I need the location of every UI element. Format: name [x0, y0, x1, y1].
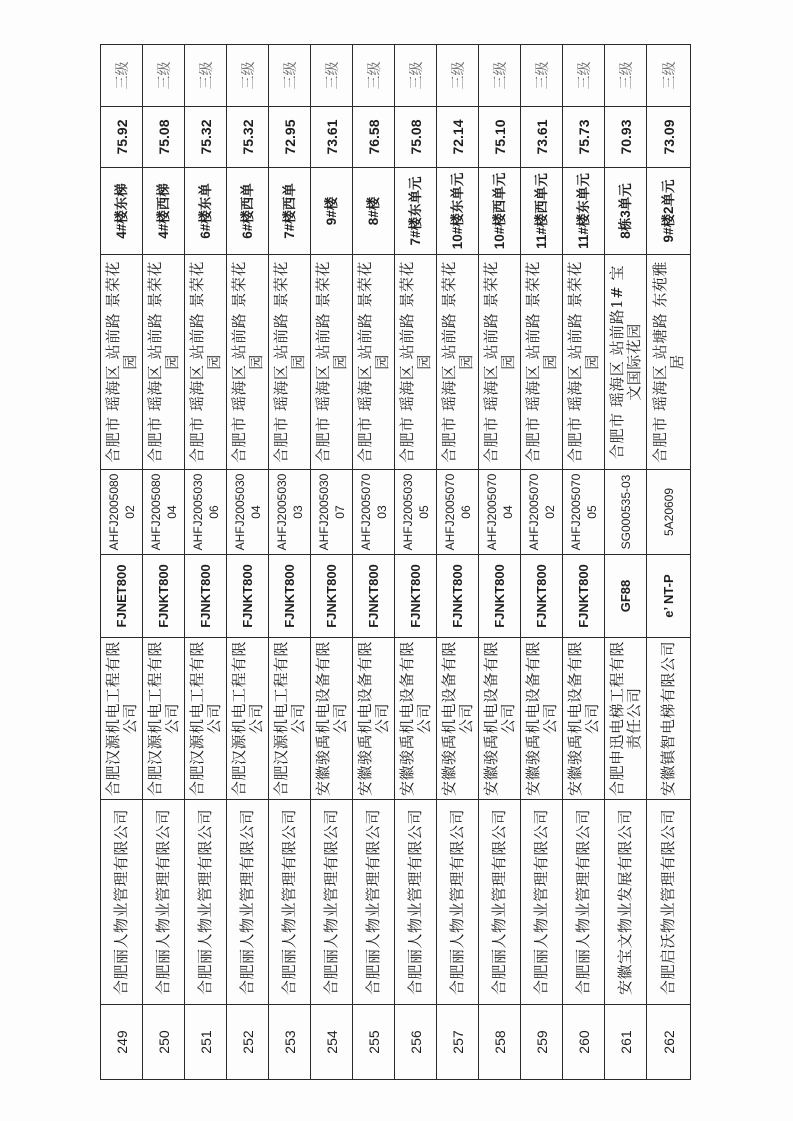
address: 合肥市 瑶海区 站前路 景荣花园: [269, 255, 311, 470]
score: 75.32: [185, 107, 227, 168]
equipment-code: AHFJ200508002: [101, 470, 143, 555]
score: 75.32: [227, 107, 269, 168]
maintenance-company: 合肥申迅电梯工程有限责任公司: [605, 638, 647, 800]
maintenance-company: 安徽骏禹机电设备有限公司: [395, 638, 437, 800]
address: 合肥市 瑶海区 站前路 景荣花园: [143, 255, 185, 470]
row-number: 257: [437, 1005, 479, 1080]
unit-location: 7#楼西单: [269, 168, 311, 255]
row-number: 261: [605, 1005, 647, 1080]
equipment-code: SG000535-03: [605, 470, 647, 555]
elevator-rating-table: [100, 44, 691, 1080]
score: 75.92: [101, 107, 143, 168]
table-row: [227, 45, 269, 1080]
property-company: 合肥丽人物业管理有限公司: [437, 800, 479, 1005]
property-company: 合肥丽人物业管理有限公司: [521, 800, 563, 1005]
elevator-model: FJNKT800: [227, 555, 269, 638]
unit-location: 8#楼: [353, 168, 395, 255]
elevator-model: GF88: [605, 555, 647, 638]
equipment-code: AHFJ200507004: [479, 470, 521, 555]
maintenance-company: 合肥汉源机电工程有限公司: [101, 638, 143, 800]
table-row: [647, 45, 691, 1080]
maintenance-company: 安徽骏禹机电设备有限公司: [479, 638, 521, 800]
unit-location: 4#楼东梯: [101, 168, 143, 255]
score: 75.08: [395, 107, 437, 168]
address: 合肥市 瑶海区 站前路1# 宝文国际花园: [605, 255, 647, 470]
address: 合肥市 瑶海区 站前路 景荣花园: [479, 255, 521, 470]
table-row: [185, 45, 227, 1080]
grade: 三级: [269, 45, 311, 107]
grade: 三级: [395, 45, 437, 107]
grade: 三级: [227, 45, 269, 107]
unit-location: 6#楼东单: [185, 168, 227, 255]
row-number: 251: [185, 1005, 227, 1080]
score: 75.08: [143, 107, 185, 168]
rotated-table-wrapper: [100, 45, 690, 1080]
property-company: 合肥丽人物业管理有限公司: [395, 800, 437, 1005]
property-company: 合肥丽人物业管理有限公司: [479, 800, 521, 1005]
score: 75.10: [479, 107, 521, 168]
elevator-model: FJNKT800: [311, 555, 353, 638]
row-number: 256: [395, 1005, 437, 1080]
grade: 三级: [353, 45, 395, 107]
equipment-code: AHFJ200503005: [395, 470, 437, 555]
row-number: 258: [479, 1005, 521, 1080]
grade: 三级: [647, 45, 691, 107]
elevator-model: FJNKT800: [353, 555, 395, 638]
maintenance-company: 合肥汉源机电工程有限公司: [185, 638, 227, 800]
elevator-model: FJNKT800: [269, 555, 311, 638]
row-number: 253: [269, 1005, 311, 1080]
property-company: 合肥丽人物业管理有限公司: [311, 800, 353, 1005]
elevator-model: FJNKT800: [563, 555, 605, 638]
score: 75.73: [563, 107, 605, 168]
unit-location: 6#楼西单: [227, 168, 269, 255]
row-number: 250: [143, 1005, 185, 1080]
equipment-code: 5A20609: [647, 470, 691, 555]
property-company: 合肥丽人物业管理有限公司: [269, 800, 311, 1005]
elevator-model: FJNKT800: [521, 555, 563, 638]
address: 合肥市 瑶海区 站前路 景荣花园: [521, 255, 563, 470]
table-row: [605, 45, 647, 1080]
row-number: 249: [101, 1005, 143, 1080]
table-row: [311, 45, 353, 1080]
elevator-model: FJNKT800: [143, 555, 185, 638]
score: 73.61: [311, 107, 353, 168]
unit-location: 11#楼东单元: [563, 168, 605, 255]
address: 合肥市 瑶海区 站前路 景荣花园: [395, 255, 437, 470]
property-company: 合肥丽人物业管理有限公司: [227, 800, 269, 1005]
address: 合肥市 瑶海区 站前路 景荣花园: [185, 255, 227, 470]
elevator-model: FJNKT800: [185, 555, 227, 638]
address: 合肥市 瑶海区 站前路 景荣花园: [311, 255, 353, 470]
row-number: 254: [311, 1005, 353, 1080]
grade: 三级: [185, 45, 227, 107]
property-company: 合肥丽人物业管理有限公司: [563, 800, 605, 1005]
table-row: [353, 45, 395, 1080]
maintenance-company: 安徽骏禹机电设备有限公司: [311, 638, 353, 800]
table-row: [521, 45, 563, 1080]
unit-location: 10#楼东单元: [437, 168, 479, 255]
grade: 三级: [521, 45, 563, 107]
maintenance-company: 安徽骏禹机电设备有限公司: [563, 638, 605, 800]
elevator-model: e’ NT-P: [647, 555, 691, 638]
property-company: 合肥丽人物业管理有限公司: [143, 800, 185, 1005]
unit-location: 11#楼西单元: [521, 168, 563, 255]
address: 合肥市 瑶海区 站塘路 东苑雅居: [647, 255, 691, 470]
equipment-code: AHFJ200507002: [521, 470, 563, 555]
unit-location: 10#楼西单元: [479, 168, 521, 255]
equipment-code: AHFJ200508004: [143, 470, 185, 555]
property-company: 合肥启沃物业管理有限公司: [647, 800, 691, 1005]
elevator-model: FJNET800: [101, 555, 143, 638]
equipment-code: AHFJ200503004: [227, 470, 269, 555]
table-row: [437, 45, 479, 1080]
elevator-model: FJNKT800: [437, 555, 479, 638]
address: 合肥市 瑶海区 站前路 景荣花园: [563, 255, 605, 470]
unit-location: 9#楼2单元: [647, 168, 691, 255]
grade: 三级: [437, 45, 479, 107]
maintenance-company: 安徽镇智电梯有限公司: [647, 638, 691, 800]
score: 70.93: [605, 107, 647, 168]
address: 合肥市 瑶海区 站前路 景荣花园: [101, 255, 143, 470]
property-company: 合肥丽人物业管理有限公司: [353, 800, 395, 1005]
table-row: [479, 45, 521, 1080]
maintenance-company: 合肥汉源机电工程有限公司: [227, 638, 269, 800]
equipment-code: AHFJ200507006: [437, 470, 479, 555]
grade: 三级: [479, 45, 521, 107]
address: 合肥市 瑶海区 站前路 景荣花园: [353, 255, 395, 470]
maintenance-company: 合肥汉源机电工程有限公司: [143, 638, 185, 800]
property-company: 安徽宝文物业发展有限公司: [605, 800, 647, 1005]
maintenance-company: 安徽骏禹机电设备有限公司: [521, 638, 563, 800]
grade: 三级: [563, 45, 605, 107]
unit-location: 4#楼西梯: [143, 168, 185, 255]
grade: 三级: [605, 45, 647, 107]
score: 72.95: [269, 107, 311, 168]
table-row: [269, 45, 311, 1080]
grade: 三级: [311, 45, 353, 107]
grade: 三级: [101, 45, 143, 107]
row-number: 252: [227, 1005, 269, 1080]
unit-location: 8栋3单元: [605, 168, 647, 255]
row-number: 260: [563, 1005, 605, 1080]
address: 合肥市 瑶海区 站前路 景荣花园: [227, 255, 269, 470]
equipment-code: AHFJ200507003: [353, 470, 395, 555]
equipment-code: AHFJ200507005: [563, 470, 605, 555]
unit-location: 7#楼东单元: [395, 168, 437, 255]
table-row: [395, 45, 437, 1080]
grade: 三级: [143, 45, 185, 107]
row-number: 259: [521, 1005, 563, 1080]
elevator-model: FJNKT800: [395, 555, 437, 638]
row-number: 262: [647, 1005, 691, 1080]
maintenance-company: 安徽骏禹机电设备有限公司: [437, 638, 479, 800]
score: 73.09: [647, 107, 691, 168]
score: 72.14: [437, 107, 479, 168]
equipment-code: AHFJ200503007: [311, 470, 353, 555]
equipment-code: AHFJ200503003: [269, 470, 311, 555]
table-row: [563, 45, 605, 1080]
maintenance-company: 安徽骏禹机电设备有限公司: [353, 638, 395, 800]
score: 76.58: [353, 107, 395, 168]
equipment-code: AHFJ200503006: [185, 470, 227, 555]
score: 73.61: [521, 107, 563, 168]
address: 合肥市 瑶海区 站前路 景荣花园: [437, 255, 479, 470]
row-number: 255: [353, 1005, 395, 1080]
maintenance-company: 合肥汉源机电工程有限公司: [269, 638, 311, 800]
property-company: 合肥丽人物业管理有限公司: [185, 800, 227, 1005]
property-company: 合肥丽人物业管理有限公司: [101, 800, 143, 1005]
table-row: [143, 45, 185, 1080]
elevator-model: FJNKT800: [479, 555, 521, 638]
table-row: [101, 45, 143, 1080]
unit-location: 9#楼: [311, 168, 353, 255]
